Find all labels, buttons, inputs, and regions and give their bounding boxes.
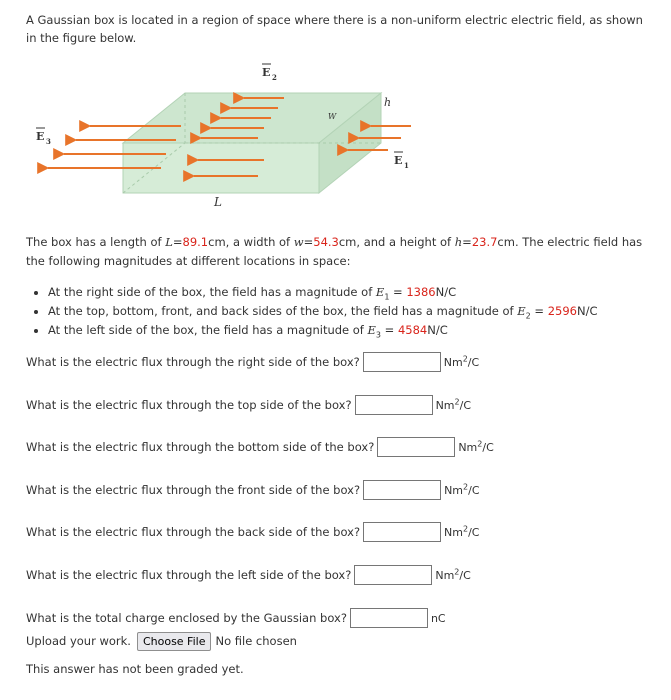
flux-unit: Nm$^2$/C (444, 523, 480, 539)
svg-text:2: 2 (272, 73, 277, 82)
charge-unit: nC (430, 611, 446, 625)
question-left-flux: What is the electric flux through the left side of the box? Nm$^2$/C (26, 563, 471, 587)
label-h: h (384, 96, 392, 109)
field-item-right: • At the right side of the box, the field has a magnitude of $E_1 = 1386N/C$ (48, 283, 671, 302)
flux-unit: Nm$^2$/C (435, 396, 471, 412)
answer-input-left[interactable] (354, 565, 432, 585)
answer-input-top[interactable] (355, 395, 433, 415)
e3-value: 4584 (397, 323, 428, 337)
length-value: 89.1 (182, 235, 209, 249)
problem-intro: A Gaussian box is located in a region of space where there is a non-uniform electric electric field, as shown in the figure below. (26, 13, 643, 45)
grading-status: This answer has not been graded yet. (26, 662, 244, 676)
label-e2 (262, 64, 277, 82)
question-back-flux: What is the electric flux through the back side of the box? Nm$^2$/C (26, 520, 479, 544)
upload-row (26, 630, 297, 652)
answer-input-bottom[interactable] (377, 437, 455, 457)
answer-input-charge[interactable] (350, 608, 428, 628)
height-value: 23.7 (471, 235, 498, 249)
label-e1 (394, 152, 409, 170)
e2-value: 2596 (547, 304, 577, 318)
svg-text:E: E (394, 154, 403, 167)
flux-unit: Nm$^2$/C (458, 438, 494, 454)
answer-input-right[interactable] (363, 352, 441, 372)
question-bottom-flux: What is the electric flux through the bottom side of the box? Nm$^2$/C (26, 435, 494, 459)
label-e3 (36, 128, 51, 146)
question-top-flux: What is the electric flux through the top side of the box? Nm$^2$/C (26, 393, 471, 417)
label-w: W (328, 112, 337, 121)
question-right-flux: What is the electric flux through the right side of the box? Nm$^2$/C (26, 350, 479, 374)
answer-input-back[interactable] (363, 522, 441, 542)
question-total-charge: What is the total charge enclosed by the Gaussian box? nC (26, 606, 446, 630)
file-status: No file chosen (215, 634, 297, 648)
field-list (28, 283, 671, 340)
svg-text:E: E (36, 130, 45, 143)
choose-file-button[interactable]: Choose File (137, 632, 212, 651)
answer-input-front[interactable] (363, 480, 441, 500)
upload-label: Upload your work. (26, 634, 131, 648)
svg-text:1: 1 (404, 161, 409, 170)
label-l: L (214, 195, 222, 209)
field-item-top: • At the top, bottom, front, and back sides of the box, the field has a magnitude of $E_2 = 2596N/C$ (48, 302, 671, 321)
svg-text:3: 3 (46, 137, 51, 146)
width-value: 54.3 (313, 235, 339, 249)
gaussian-box-figure (26, 60, 466, 220)
flux-unit: Nm$^2$/C (443, 353, 480, 369)
question-front-flux: What is the electric flux through the front side of the box? Nm$^2$/C (26, 478, 480, 502)
field-item-left: • At the left side of the box, the field has a magnitude of $E_3 = 4584N/C$ (48, 321, 671, 340)
flux-unit: Nm$^2$/C (435, 566, 471, 582)
e1-value: 1386 (406, 285, 436, 299)
dimensions-text: The box has a length of L=89.1cm, a width of w=54.3cm, and a height of h=23.7cm. The electric field has the following magnitudes at different locations in space: (26, 235, 643, 268)
svg-text:E: E (262, 66, 271, 79)
flux-unit: Nm$^2$/C (444, 481, 480, 497)
